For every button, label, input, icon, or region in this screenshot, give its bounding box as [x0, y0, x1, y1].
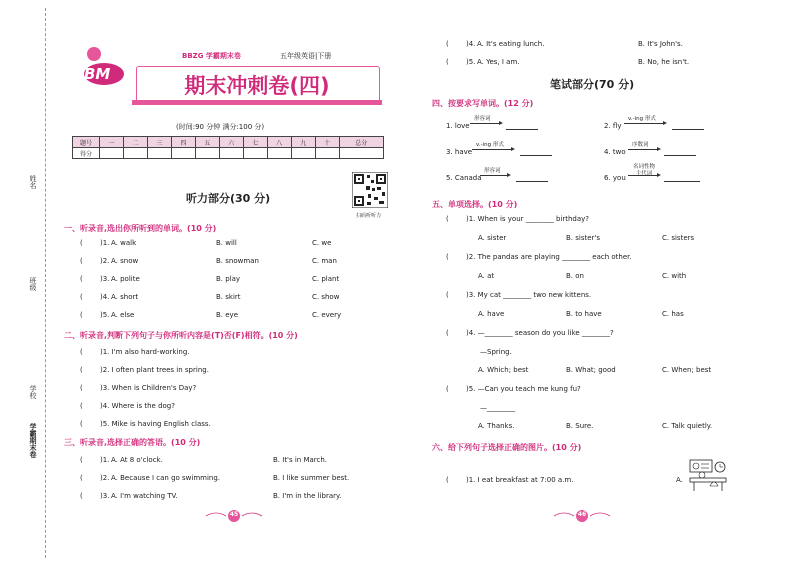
option-c[interactable]: C. every — [312, 311, 342, 319]
score-cell[interactable] — [219, 148, 243, 159]
score-col: 十 — [315, 137, 339, 148]
written-heading: 笔试部分(70 分) — [550, 78, 635, 91]
question-text: )2. The pandas are playing ________ each other. — [466, 253, 632, 261]
binding-class-label: 班级 — [29, 277, 37, 291]
option-b[interactable]: B. Sure. — [566, 422, 594, 430]
answer-blank[interactable] — [664, 174, 700, 182]
list-item: ( )1. A. walk B. will C. we — [80, 239, 332, 247]
word-annotation: 名词性物主代词 — [632, 164, 655, 177]
question-text: )1. I eat breakfast at 7:00 a.m. — [466, 476, 574, 484]
option-a[interactable]: A. Thanks. — [478, 422, 515, 430]
brand-logo — [76, 44, 126, 88]
item-number: )5. — [100, 311, 110, 319]
option-a[interactable]: A. At 8 o'clock. — [111, 456, 163, 464]
statement: )3. When is Children's Day? — [100, 384, 197, 392]
list-item: ( )3. A. polite B. play C. plant — [80, 275, 340, 283]
option-c[interactable]: C. plant — [312, 275, 340, 283]
section-1-title: 一、听录音,选出你所听到的单词。(10 分) — [64, 224, 217, 233]
score-cell[interactable] — [171, 148, 195, 159]
question: ( )1. I eat breakfast at 7:00 a.m. — [446, 476, 574, 484]
question-reply: —________ — [480, 404, 515, 412]
list-item: ( )5. Mike is having English class. — [80, 420, 211, 428]
list-item: ( )2. A. Because I can go swimming. B. I like summer best. — [80, 474, 350, 482]
score-col: 一 — [100, 137, 124, 148]
arrow-icon — [480, 175, 508, 176]
option-b[interactable]: B. What; good — [566, 366, 616, 374]
option-b[interactable]: B. on — [566, 272, 584, 280]
list-item: ( )5. A. else B. eye C. every — [80, 311, 342, 319]
word-annotation: 形容词 — [484, 168, 501, 174]
answer-blank[interactable] — [516, 174, 548, 182]
word-form-grid — [446, 118, 766, 188]
option-a[interactable]: A. at — [478, 272, 495, 280]
option-b[interactable]: B. snowman — [216, 257, 259, 265]
option-c[interactable]: C. man — [312, 257, 337, 265]
word-annotation: v.-ing 形式 — [476, 142, 504, 148]
score-col: 九 — [291, 137, 315, 148]
option-a[interactable]: A. polite — [111, 275, 140, 283]
brand-tag: BBZG 学霸期末卷 — [182, 52, 241, 60]
item-number: )3. — [100, 275, 110, 283]
title-banner — [132, 64, 382, 106]
section-2-title: 二、听录音,判断下列句子与你所听内容是(T)否(F)相符。(10 分) — [64, 331, 298, 340]
word-prompt: 1. love — [446, 122, 470, 130]
option-a[interactable]: A. else — [111, 311, 135, 319]
answer-blank[interactable] — [520, 148, 552, 156]
page-number-left — [204, 508, 264, 522]
option-b[interactable]: B. to have — [566, 310, 602, 318]
answer-blank[interactable] — [672, 122, 704, 130]
score-col: 二 — [123, 137, 147, 148]
score-col: 七 — [243, 137, 267, 148]
statement: )5. Mike is having English class. — [100, 420, 211, 428]
option-b[interactable]: B. sister's — [566, 234, 600, 242]
score-table-label: 题号 — [73, 137, 100, 148]
score-col: 三 — [147, 137, 171, 148]
score-cell[interactable] — [339, 148, 383, 159]
word-annotation: 形容词 — [474, 116, 491, 122]
grade-label: 五年级英语|下册 — [280, 52, 332, 60]
option-c[interactable]: C. When; best — [662, 366, 712, 374]
qr-code-icon[interactable] — [352, 172, 388, 208]
score-table-label: 得分 — [73, 148, 100, 159]
option-b[interactable]: B. play — [216, 275, 241, 283]
option-a[interactable]: A. snow — [111, 257, 139, 265]
option-a[interactable]: A. Yes, I am. — [477, 58, 520, 66]
score-cell[interactable] — [100, 148, 124, 159]
score-cell[interactable] — [291, 148, 315, 159]
page-number-text: 45 — [229, 511, 239, 518]
option-b[interactable]: B. I like summer best. — [273, 474, 350, 482]
option-a[interactable]: A. I'm watching TV. — [111, 492, 178, 500]
arrow-icon — [628, 149, 658, 150]
word-annotation: v.-ing 形式 — [628, 116, 656, 122]
section-3-title: 三、听录音,选择正确的答语。(10 分) — [64, 438, 201, 447]
score-col: 四 — [171, 137, 195, 148]
cut-line — [45, 8, 46, 558]
answer-blank[interactable] — [506, 122, 538, 130]
page-number-right — [552, 508, 612, 522]
question-text: )3. My cat ________ two new kittens. — [466, 291, 592, 299]
statement: )1. I'm also hard-working. — [100, 348, 190, 356]
option-a[interactable]: A. walk — [111, 239, 137, 247]
option-c[interactable]: C. show — [312, 293, 340, 301]
question-reply: —Spring. — [480, 348, 512, 356]
list-item: ( )5. A. Yes, I am. B. No, he isn't. — [446, 58, 690, 66]
item-number: )1. — [100, 239, 110, 247]
listening-heading: 听力部分(30 分) — [186, 192, 271, 205]
item-number: )4. — [100, 293, 110, 301]
binding-name-label: 姓名 — [29, 175, 37, 189]
question-text: )5. —Can you teach me kung fu? — [466, 385, 581, 393]
word-prompt: 3. have — [446, 148, 473, 156]
list-item: ( )2. A. snow B. snowman C. man — [80, 257, 337, 265]
score-cell[interactable] — [147, 148, 171, 159]
option-a[interactable]: A. short — [111, 293, 139, 301]
picture-option-label: A. — [676, 476, 683, 484]
word-prompt: 6. you — [604, 174, 626, 182]
word-prompt: 5. Canada — [446, 174, 482, 182]
breakfast-clock-picture[interactable] — [688, 458, 728, 492]
list-item: ( )2. I often plant trees in spring. — [80, 366, 209, 374]
option-b[interactable]: B. No, he isn't. — [638, 58, 690, 66]
item-number: )2. — [100, 257, 110, 265]
question: ( )4. —________ season do you like ________? — [446, 329, 614, 337]
section-6-title: 六、给下列句子选择正确的图片。(10 分) — [432, 443, 582, 452]
list-item: ( )3. A. I'm watching TV. B. I'm in the library. — [80, 492, 342, 500]
logo-text: BM — [84, 65, 111, 83]
question: ( )1. When is your ________ birthday? — [446, 215, 590, 223]
list-item: ( )3. When is Children's Day? — [80, 384, 197, 392]
option-a[interactable]: A. It's eating lunch. — [477, 40, 545, 48]
option-b[interactable]: B. will — [216, 239, 237, 247]
arrow-icon — [470, 123, 500, 124]
section-4-title: 四、按要求写单词。(12 分) — [432, 99, 534, 108]
list-item: ( )1. A. At 8 o'clock. B. It's in March. — [80, 456, 328, 464]
option-c[interactable]: C. we — [312, 239, 332, 247]
option-a[interactable]: A. have — [478, 310, 505, 318]
option-c[interactable]: C. has — [662, 310, 684, 318]
question: ( )2. The pandas are playing ________ each other. — [446, 253, 632, 261]
arrow-icon — [472, 149, 512, 150]
word-prompt: 4. two — [604, 148, 626, 156]
binding-school-label: 学校 — [29, 385, 37, 399]
score-cell[interactable] — [195, 148, 219, 159]
option-c[interactable]: C. sisters — [662, 234, 695, 242]
page-number-text: 46 — [577, 511, 587, 518]
word-annotation: 序数词 — [632, 142, 649, 148]
option-c[interactable]: C. with — [662, 272, 687, 280]
arrow-icon — [624, 123, 664, 124]
question: ( )5. —Can you teach me kung fu? — [446, 385, 581, 393]
binding-margin — [0, 0, 50, 566]
score-col: 五 — [195, 137, 219, 148]
item-number: )2. — [100, 474, 110, 482]
option-b[interactable]: B. It's John's. — [638, 40, 683, 48]
option-a[interactable]: A. Which; best — [478, 366, 529, 374]
option-c[interactable]: C. Talk quietly. — [662, 422, 713, 430]
item-number: )5. — [466, 58, 476, 66]
item-number: )4. — [466, 40, 476, 48]
section-5-title: 五、单项选择。(10 分) — [432, 200, 518, 209]
score-cell[interactable] — [243, 148, 267, 159]
question: ( )3. My cat ________ two new kittens. — [446, 291, 592, 299]
option-a[interactable]: A. sister — [478, 234, 507, 242]
option-b[interactable]: B. It's in March. — [273, 456, 328, 464]
item-number: )1. — [100, 456, 110, 464]
list-item: ( )4. A. short B. skirt C. show — [80, 293, 340, 301]
option-a[interactable]: A. Because I can go swimming. — [111, 474, 221, 482]
binding-series-label: 学霸期末卷 — [29, 423, 37, 458]
option-b[interactable]: B. eye — [216, 311, 239, 319]
item-number: )3. — [100, 492, 110, 500]
option-b[interactable]: B. I'm in the library. — [273, 492, 342, 500]
score-col: 六 — [219, 137, 243, 148]
list-item: ( )1. I'm also hard-working. — [80, 348, 190, 356]
question-text: )1. When is your ________ birthday? — [466, 215, 590, 223]
time-score-info: (时间:90 分钟 满分:100 分) — [176, 123, 265, 131]
question-text: )4. —________ season do you like ________? — [466, 329, 614, 337]
score-cell[interactable] — [315, 148, 339, 159]
score-col: 八 — [267, 137, 291, 148]
word-prompt: 2. fly — [604, 122, 622, 130]
arrow-icon — [628, 175, 658, 176]
option-b[interactable]: B. skirt — [216, 293, 241, 301]
qr-caption: 扫码听听力 — [356, 213, 382, 219]
score-cell[interactable] — [267, 148, 291, 159]
statement: )4. Where is the dog? — [100, 402, 175, 410]
answer-blank[interactable] — [664, 148, 696, 156]
list-item: ( )4. A. It's eating lunch. B. It's John's. — [446, 40, 683, 48]
list-item: ( )4. Where is the dog? — [80, 402, 175, 410]
score-cell[interactable] — [123, 148, 147, 159]
statement: )2. I often plant trees in spring. — [100, 366, 209, 374]
score-col: 总分 — [339, 137, 383, 148]
page-title: 期末冲刺卷(四) — [184, 74, 330, 98]
score-table — [72, 136, 384, 159]
